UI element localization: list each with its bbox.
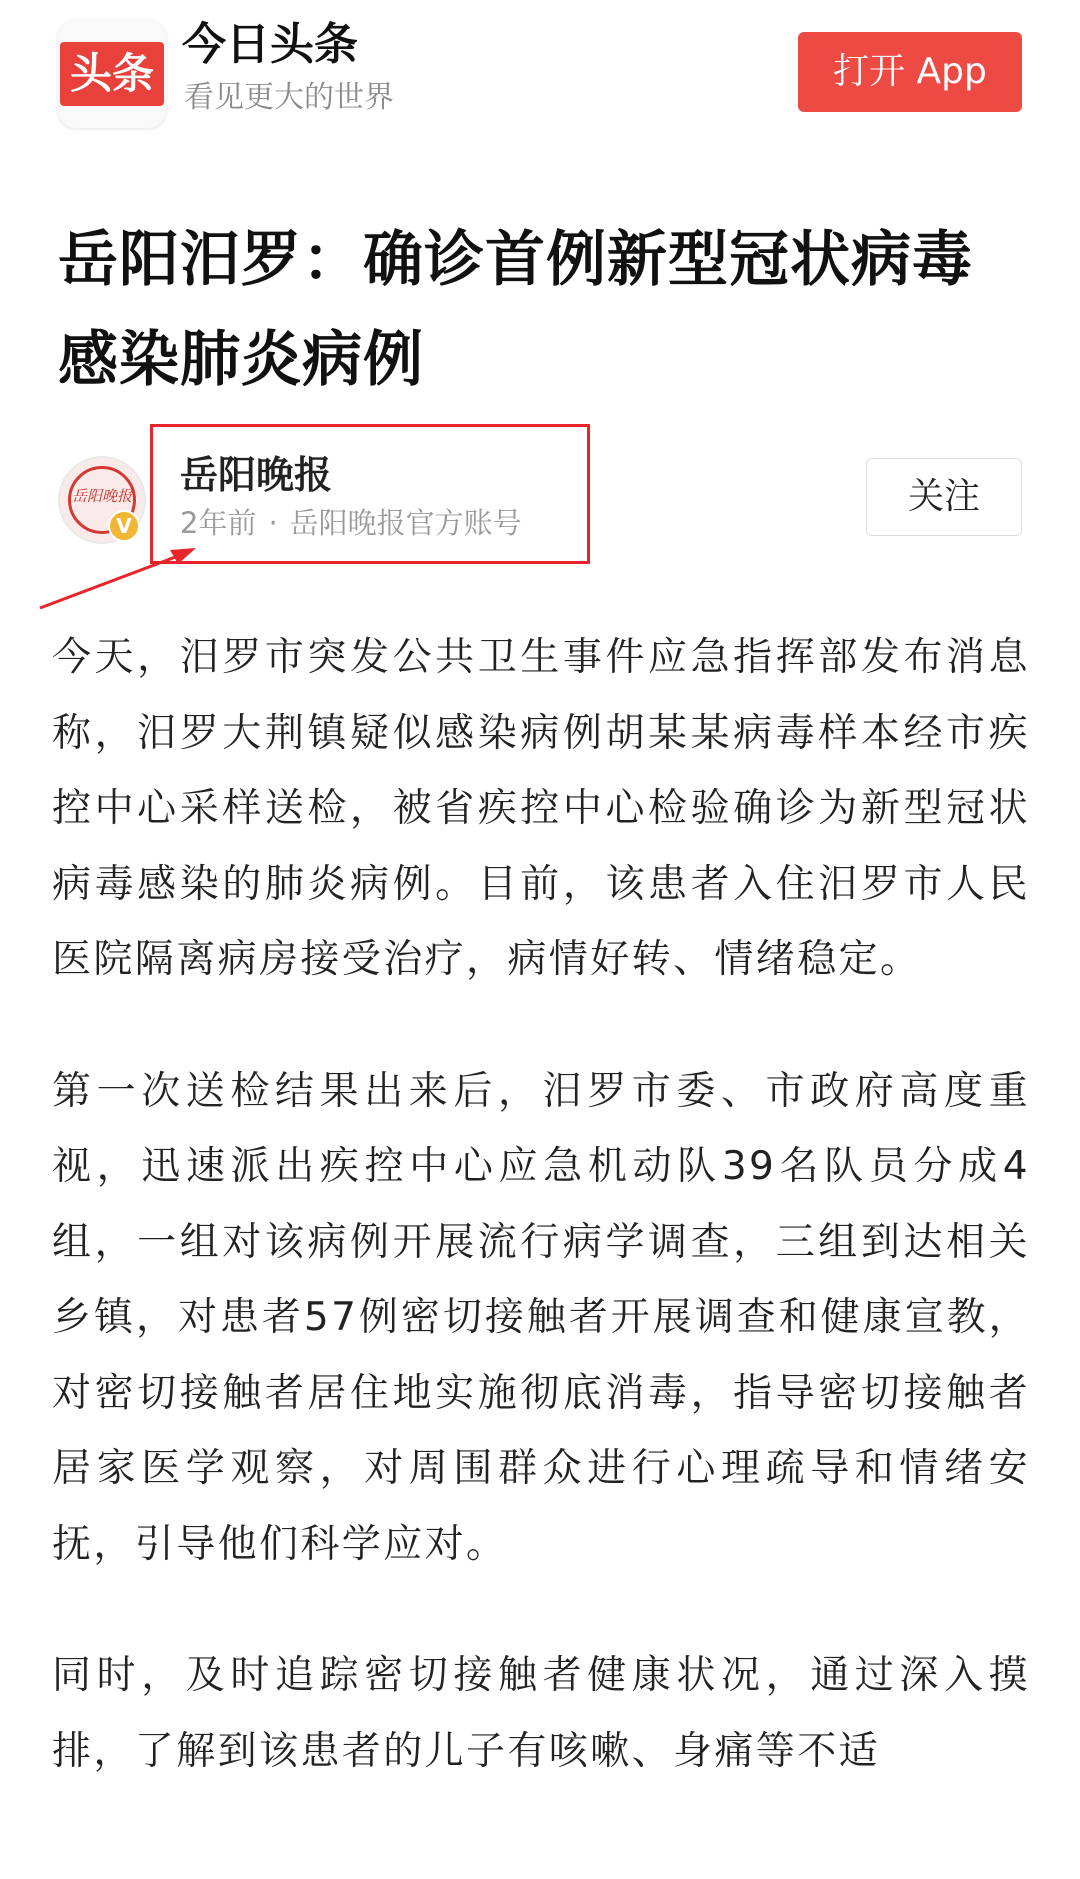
article-title: 岳阳汨罗：确诊首例新型冠状病毒感染肺炎病例 bbox=[58, 225, 973, 395]
meta-separator: · bbox=[268, 506, 278, 540]
app-logo[interactable] bbox=[58, 20, 166, 128]
publish-time: 2年前 bbox=[180, 506, 257, 540]
paragraph-3: 同时，及时追踪密切接触者健康状况，通过深入摸排，了解到该患者的儿子有咳嗽、身痛等不适 bbox=[52, 1653, 1030, 1774]
avatar-logo-text: 岳阳晚报 bbox=[71, 487, 132, 505]
author-name[interactable]: 岳阳晚报 bbox=[180, 453, 333, 497]
app-header bbox=[0, 0, 1080, 140]
article-body bbox=[52, 620, 1030, 1845]
author-description: 岳阳晚报官方账号 bbox=[289, 506, 522, 540]
annotation-highlight-box bbox=[150, 424, 590, 564]
app-logo-text: 头条 bbox=[60, 42, 164, 106]
app-slogan: 看见更大的世界 bbox=[184, 80, 394, 115]
paragraph-1: 今天，汨罗市突发公共卫生事件应急指挥部发布消息称，汨罗大荆镇疑似感染病例胡某某病毒样本经市疾控中心采样送检，被省疾控中心检验确诊为新型冠状病毒感染的肺炎病例。目前，该患者入住汨罗市人民医院隔离病房接受治疗，病情好转、情绪稳定。 bbox=[52, 635, 1030, 982]
paragraph-2: 第一次送检结果出来后，汨罗市委、市政府高度重视，迅速派出疾控中心应急机动队39名队员分成4组，一组对该病例开展流行病学调查，三组到达相关乡镇，对患者57例密切接触者开展调查和健康宣教，对密切接触者居住地实施彻底消毒，指导密切接触者居家医学观察，对周围群众进行心理疏导和情绪安抚，引导他们科学应对。 bbox=[52, 1068, 1030, 1567]
open-app-button[interactable]: 打开 App bbox=[798, 32, 1022, 112]
app-name: 今日头条 bbox=[182, 19, 358, 70]
verified-badge-icon: V bbox=[108, 510, 140, 542]
follow-button[interactable]: 关注 bbox=[866, 458, 1022, 536]
